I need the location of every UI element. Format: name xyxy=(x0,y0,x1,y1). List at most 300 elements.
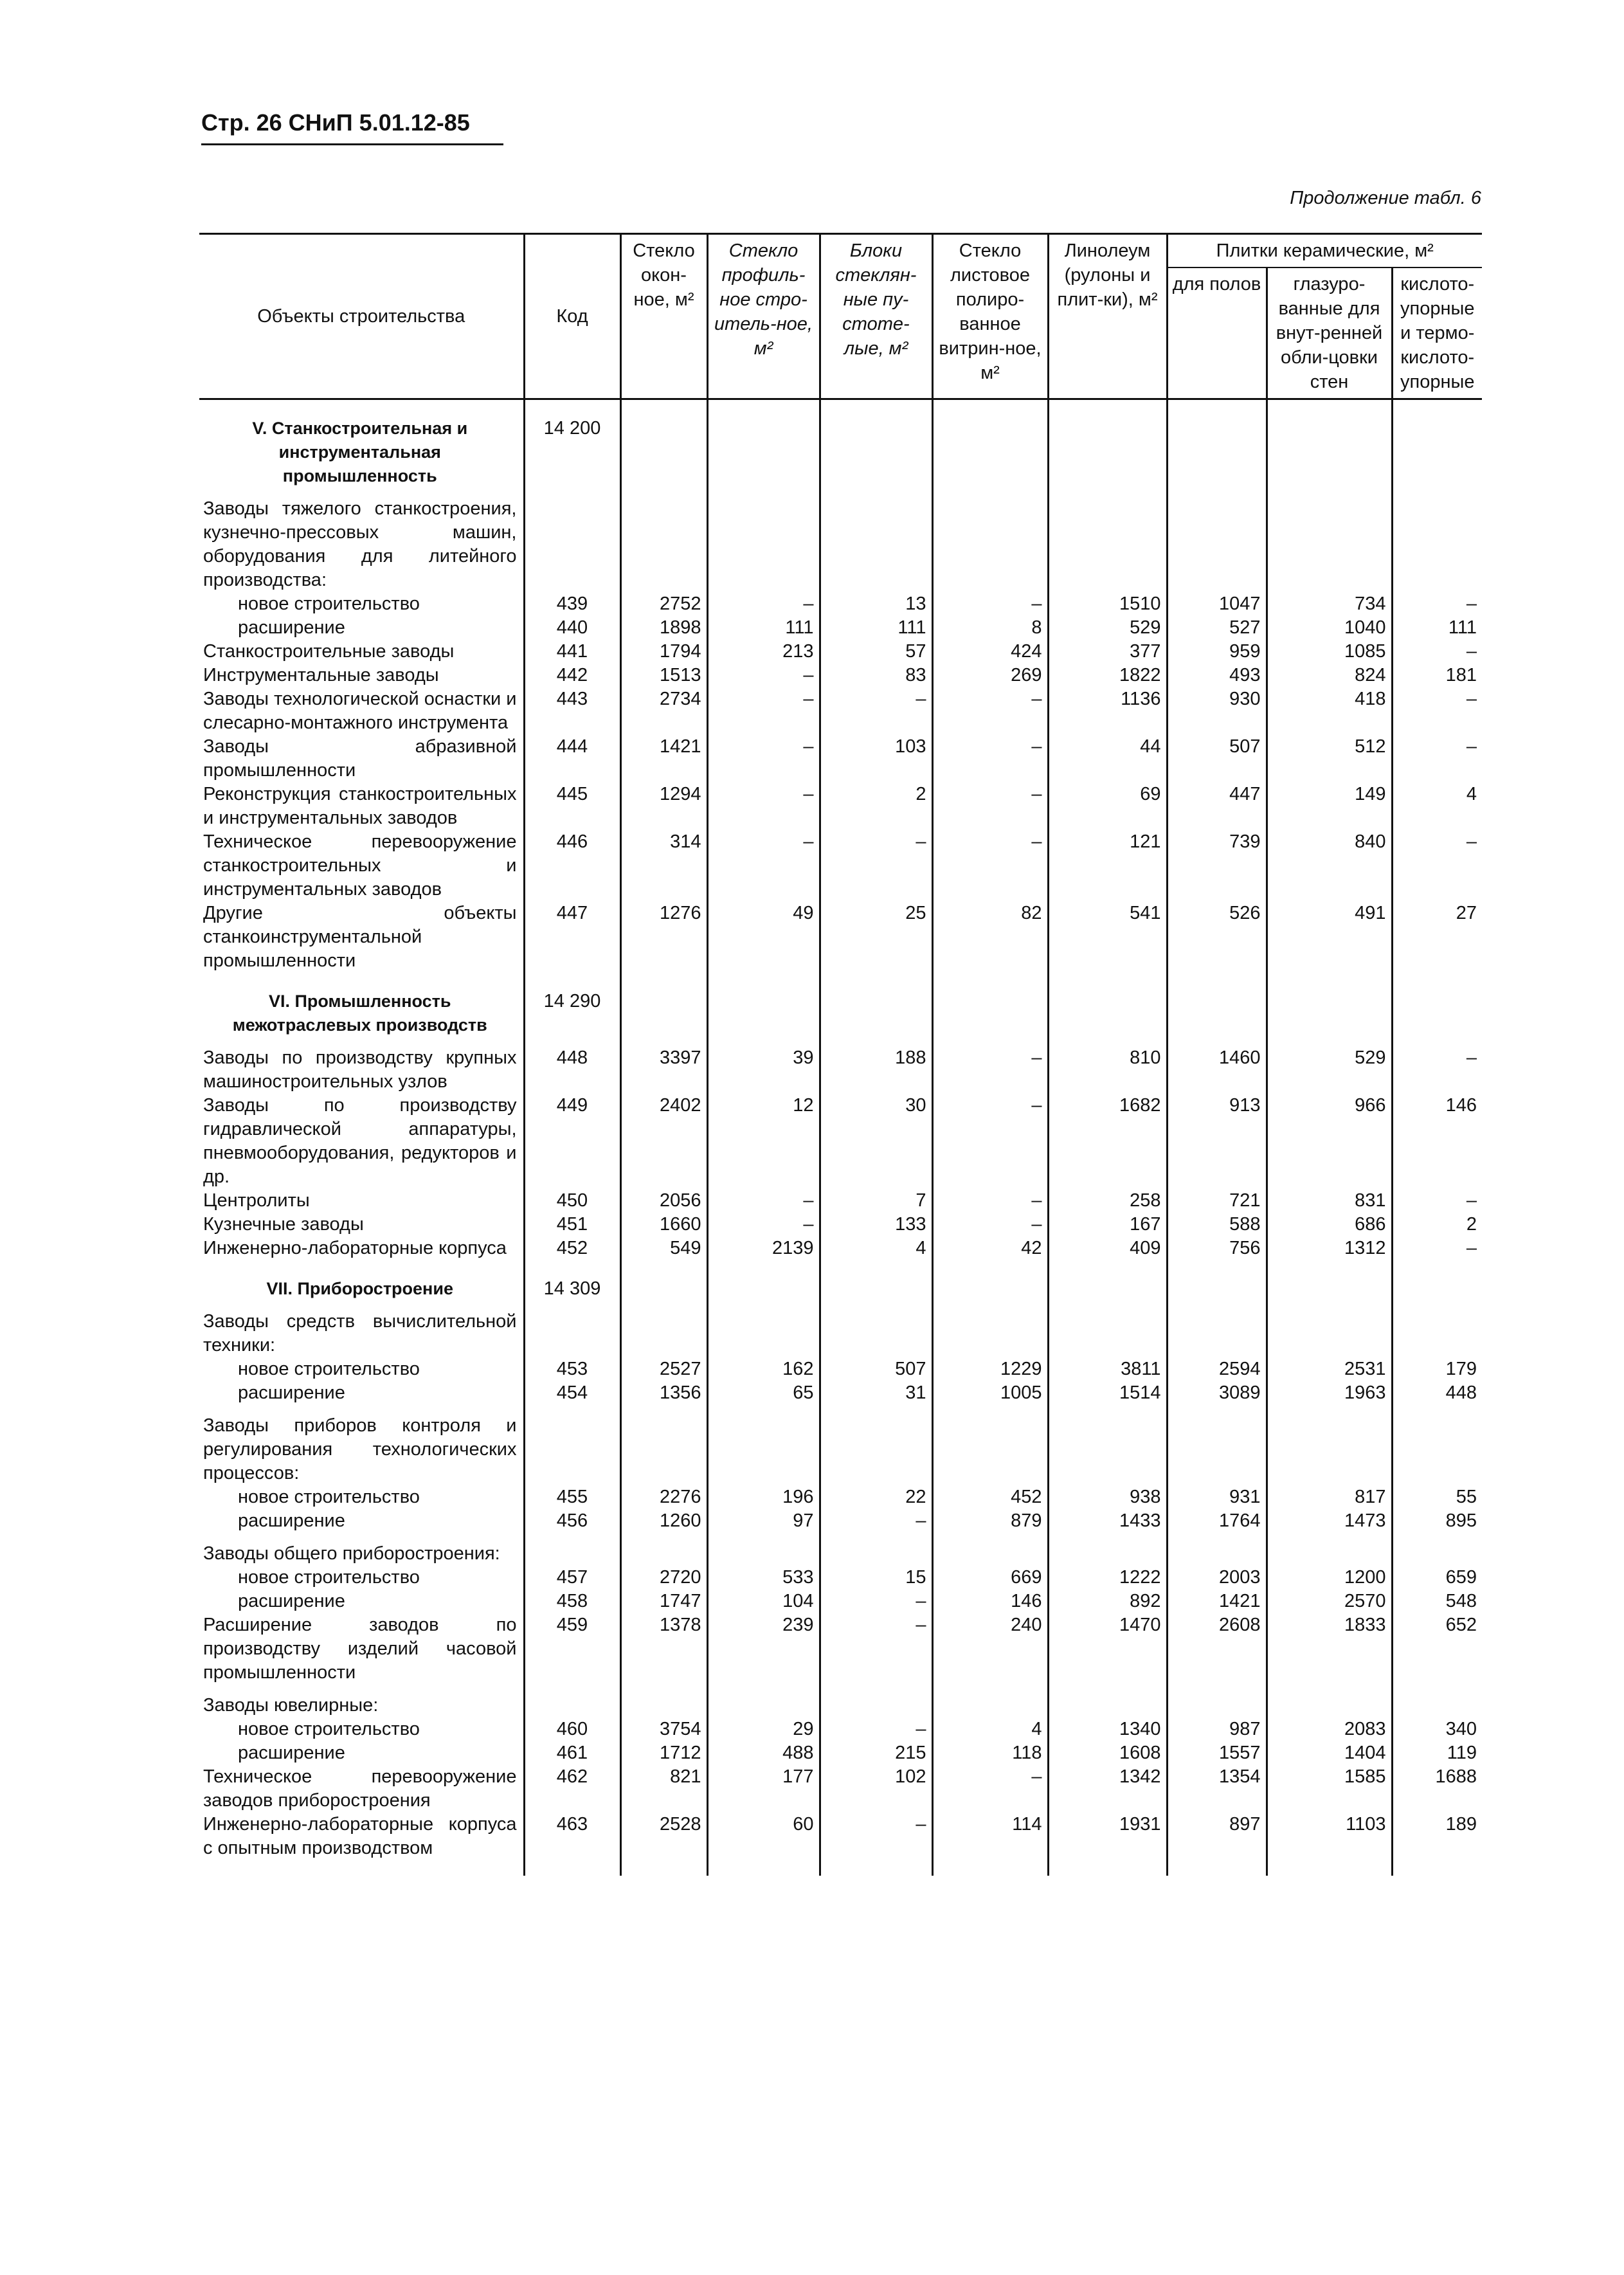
glass-profile-cell xyxy=(707,1310,820,1357)
glass-blocks-cell: 83 xyxy=(820,664,932,687)
tiles-glazed-cell: 966 xyxy=(1267,1094,1392,1189)
glass-profile-cell: – xyxy=(707,687,820,735)
tiles-glazed-cell: 418 xyxy=(1267,687,1392,735)
tiles-glazed-cell: 491 xyxy=(1267,902,1392,973)
linoleum-cell: 1931 xyxy=(1048,1813,1167,1876)
glass-profile-cell xyxy=(707,1405,820,1485)
glass-window-cell: 2402 xyxy=(620,1094,707,1189)
glass-sheet-cell xyxy=(932,497,1048,592)
table-row xyxy=(199,497,1482,592)
glass-sheet-cell: 118 xyxy=(932,1741,1048,1765)
tiles-glazed-cell: 1103 xyxy=(1267,1813,1392,1876)
tiles-glazed-cell xyxy=(1267,1685,1392,1718)
code-cell xyxy=(524,1405,620,1485)
tiles-floor-cell: 930 xyxy=(1167,687,1267,735)
glass-window-cell: 2720 xyxy=(620,1566,707,1590)
object-name-cell: Заводы средств вычислительной техники: xyxy=(203,1311,517,1355)
tiles-acid-cell: 895 xyxy=(1392,1509,1482,1533)
tiles-floor-cell: 1421 xyxy=(1167,1590,1267,1613)
linoleum-cell: 1342 xyxy=(1048,1765,1167,1813)
code-cell: 452 xyxy=(524,1237,620,1260)
tiles-acid-cell: 340 xyxy=(1392,1718,1482,1741)
tiles-floor-cell: 527 xyxy=(1167,616,1267,640)
glass-blocks-cell: – xyxy=(820,1590,932,1613)
glass-profile-cell: 60 xyxy=(707,1813,820,1876)
code-cell: 463 xyxy=(524,1813,620,1876)
section-row xyxy=(199,1260,1482,1310)
tiles-acid-cell xyxy=(1392,1260,1482,1310)
tiles-acid-cell: 4 xyxy=(1392,783,1482,830)
object-name-cell: Заводы абразивной промышленности xyxy=(203,736,517,781)
glass-blocks-cell: – xyxy=(820,1718,932,1741)
glass-blocks-cell xyxy=(820,1260,932,1310)
header-tiles-group: Плитки керамические, м² xyxy=(1167,234,1482,268)
tiles-floor-cell: 913 xyxy=(1167,1094,1267,1189)
code-cell: 453 xyxy=(524,1357,620,1381)
tiles-acid-cell: 189 xyxy=(1392,1813,1482,1876)
header-glass-blocks: Блоки стеклян-ные пу-стоте-лые, м² xyxy=(820,234,932,399)
object-name-cell: Инженерно-лабораторные корпуса с опытным производством xyxy=(203,1814,517,1858)
code-cell: 459 xyxy=(524,1613,620,1685)
glass-profile-cell: 533 xyxy=(707,1566,820,1590)
object-name-cell: Заводы технологической оснастки и слесарно-монтажного инструмента xyxy=(203,689,517,733)
glass-blocks-cell xyxy=(820,1405,932,1485)
glass-sheet-cell: 82 xyxy=(932,902,1048,973)
glass-profile-cell: – xyxy=(707,830,820,902)
glass-profile-cell xyxy=(707,497,820,592)
tiles-acid-cell: 448 xyxy=(1392,1381,1482,1405)
glass-profile-cell: 213 xyxy=(707,640,820,664)
table-row xyxy=(199,1485,1482,1509)
table-row xyxy=(199,830,1482,902)
glass-blocks-cell: – xyxy=(820,1613,932,1685)
glass-sheet-cell: – xyxy=(932,687,1048,735)
code-cell: 14 290 xyxy=(524,973,620,1046)
linoleum-cell: 1340 xyxy=(1048,1718,1167,1741)
linoleum-cell: 1822 xyxy=(1048,664,1167,687)
tiles-glazed-cell: 512 xyxy=(1267,735,1392,783)
table-row xyxy=(199,592,1482,616)
code-cell: 458 xyxy=(524,1590,620,1613)
code-cell: 456 xyxy=(524,1509,620,1533)
glass-blocks-cell xyxy=(820,973,932,1046)
glass-window-cell: 1421 xyxy=(620,735,707,783)
tiles-acid-cell: 179 xyxy=(1392,1357,1482,1381)
object-name-cell: новое строительство xyxy=(238,594,420,614)
object-name-cell: расширение xyxy=(238,1510,345,1531)
glass-blocks-cell: 4 xyxy=(820,1237,932,1260)
code-cell: 457 xyxy=(524,1566,620,1590)
tiles-acid-cell: 548 xyxy=(1392,1590,1482,1613)
linoleum-cell: 44 xyxy=(1048,735,1167,783)
glass-blocks-cell: 13 xyxy=(820,592,932,616)
code-cell: 439 xyxy=(524,592,620,616)
tiles-acid-cell: – xyxy=(1392,687,1482,735)
table-row xyxy=(199,1718,1482,1741)
object-name-cell: Заводы общего приборостроения: xyxy=(203,1543,500,1564)
glass-sheet-cell: 42 xyxy=(932,1237,1048,1260)
tiles-glazed-cell: 734 xyxy=(1267,592,1392,616)
code-cell xyxy=(524,1685,620,1718)
tiles-floor-cell xyxy=(1167,1405,1267,1485)
glass-sheet-cell: – xyxy=(932,1765,1048,1813)
header-linoleum: Линолеум (рулоны и плит-ки), м² xyxy=(1048,234,1167,399)
tiles-floor-cell: 588 xyxy=(1167,1213,1267,1237)
tiles-glazed-cell: 840 xyxy=(1267,830,1392,902)
object-name-cell: Техническое перевооружение станкостроительных и инструментальных заводов xyxy=(203,831,517,900)
glass-sheet-cell: 8 xyxy=(932,616,1048,640)
table-row xyxy=(199,1566,1482,1590)
tiles-glazed-cell xyxy=(1267,1405,1392,1485)
tiles-acid-cell: – xyxy=(1392,735,1482,783)
tiles-acid-cell: – xyxy=(1392,592,1482,616)
tiles-floor-cell xyxy=(1167,1310,1267,1357)
glass-window-cell: 3754 xyxy=(620,1718,707,1741)
glass-window-cell: 1712 xyxy=(620,1741,707,1765)
glass-profile-cell: 177 xyxy=(707,1765,820,1813)
glass-window-cell xyxy=(620,1405,707,1485)
tiles-floor-cell: 739 xyxy=(1167,830,1267,902)
glass-sheet-cell xyxy=(932,399,1048,498)
glass-blocks-cell xyxy=(820,1310,932,1357)
tiles-floor-cell: 2608 xyxy=(1167,1613,1267,1685)
glass-profile-cell: 488 xyxy=(707,1741,820,1765)
glass-blocks-cell: 22 xyxy=(820,1485,932,1509)
linoleum-cell: 1510 xyxy=(1048,592,1167,616)
tiles-glazed-cell: 824 xyxy=(1267,664,1392,687)
tiles-floor-cell: 931 xyxy=(1167,1485,1267,1509)
tiles-glazed-cell: 1040 xyxy=(1267,616,1392,640)
table-body xyxy=(199,399,1482,1876)
tiles-floor-cell xyxy=(1167,399,1267,498)
materials-table xyxy=(199,233,1482,1876)
glass-sheet-cell: 146 xyxy=(932,1590,1048,1613)
header-glass-window: Стекло окон-ное, м² xyxy=(620,234,707,399)
code-cell: 442 xyxy=(524,664,620,687)
glass-profile-cell: – xyxy=(707,592,820,616)
header-glass-sheet: Стекло листовое полиро-ванное витрин-ное, м² xyxy=(932,234,1048,399)
object-name-cell: Другие объекты станкоинструментальной промышленности xyxy=(203,903,517,971)
linoleum-cell: 121 xyxy=(1048,830,1167,902)
glass-window-cell: 1660 xyxy=(620,1213,707,1237)
linoleum-cell: 1514 xyxy=(1048,1381,1167,1405)
glass-blocks-cell: 31 xyxy=(820,1381,932,1405)
table-row xyxy=(199,1381,1482,1405)
tiles-floor-cell: 721 xyxy=(1167,1189,1267,1213)
linoleum-cell: 892 xyxy=(1048,1590,1167,1613)
glass-window-cell: 1378 xyxy=(620,1613,707,1685)
glass-sheet-cell: – xyxy=(932,1189,1048,1213)
object-name-cell: Заводы тяжелого станкостроения, кузнечно-прессовых машин, оборудования для литейного производства: xyxy=(203,498,517,590)
table-row xyxy=(199,1813,1482,1876)
tiles-floor-cell: 493 xyxy=(1167,664,1267,687)
tiles-floor-cell: 897 xyxy=(1167,1813,1267,1876)
tiles-acid-cell xyxy=(1392,973,1482,1046)
table-row xyxy=(199,616,1482,640)
glass-window-cell: 549 xyxy=(620,1237,707,1260)
tiles-floor-cell xyxy=(1167,497,1267,592)
glass-window-cell: 1276 xyxy=(620,902,707,973)
tiles-acid-cell xyxy=(1392,1405,1482,1485)
table-row xyxy=(199,1405,1482,1485)
glass-profile-cell: – xyxy=(707,1189,820,1213)
object-name-cell: расширение xyxy=(238,1382,345,1403)
tiles-acid-cell: 27 xyxy=(1392,902,1482,973)
glass-window-cell xyxy=(620,497,707,592)
code-cell: 454 xyxy=(524,1381,620,1405)
glass-window-cell: 821 xyxy=(620,1765,707,1813)
tiles-floor-cell: 526 xyxy=(1167,902,1267,973)
glass-sheet-cell xyxy=(932,1405,1048,1485)
glass-profile-cell: – xyxy=(707,783,820,830)
tiles-glazed-cell: 1473 xyxy=(1267,1509,1392,1533)
glass-blocks-cell: 507 xyxy=(820,1357,932,1381)
glass-sheet-cell: 1005 xyxy=(932,1381,1048,1405)
table-row xyxy=(199,735,1482,783)
glass-window-cell: 1794 xyxy=(620,640,707,664)
linoleum-cell: 529 xyxy=(1048,616,1167,640)
tiles-acid-cell: – xyxy=(1392,1046,1482,1094)
object-name-cell: новое строительство xyxy=(238,1719,420,1739)
tiles-glazed-cell: 1833 xyxy=(1267,1613,1392,1685)
tiles-floor-cell: 1047 xyxy=(1167,592,1267,616)
glass-sheet-cell: – xyxy=(932,830,1048,902)
header-tiles-glazed: глазуро-ванные для внут-ренней обли-цовки стен xyxy=(1267,267,1392,399)
glass-window-cell xyxy=(620,1533,707,1566)
tiles-glazed-cell: 1312 xyxy=(1267,1237,1392,1260)
code-cell: 443 xyxy=(524,687,620,735)
glass-blocks-cell xyxy=(820,399,932,498)
tiles-acid-cell: 2 xyxy=(1392,1213,1482,1237)
glass-profile-cell xyxy=(707,973,820,1046)
glass-profile-cell: 2139 xyxy=(707,1237,820,1260)
glass-window-cell: 3397 xyxy=(620,1046,707,1094)
glass-blocks-cell: 15 xyxy=(820,1566,932,1590)
linoleum-cell xyxy=(1048,1685,1167,1718)
tiles-floor-cell xyxy=(1167,1533,1267,1566)
glass-window-cell: 1513 xyxy=(620,664,707,687)
tiles-acid-cell: 146 xyxy=(1392,1094,1482,1189)
tiles-floor-cell xyxy=(1167,1685,1267,1718)
code-cell xyxy=(524,1310,620,1357)
glass-sheet-cell xyxy=(932,1533,1048,1566)
code-cell: 14 200 xyxy=(524,399,620,498)
tiles-glazed-cell: 1085 xyxy=(1267,640,1392,664)
glass-blocks-cell: – xyxy=(820,1813,932,1876)
glass-blocks-cell: 57 xyxy=(820,640,932,664)
header-code: Код xyxy=(524,234,620,399)
tiles-glazed-cell: 831 xyxy=(1267,1189,1392,1213)
glass-sheet-cell: 424 xyxy=(932,640,1048,664)
linoleum-cell: 810 xyxy=(1048,1046,1167,1094)
tiles-floor-cell: 959 xyxy=(1167,640,1267,664)
header-tiles-acid: кислото-упорные и термо-кислото-упорные xyxy=(1392,267,1482,399)
header-glass-profile: Стекло профиль-ное стро-итель-ное, м² xyxy=(707,234,820,399)
tiles-acid-cell: 659 xyxy=(1392,1566,1482,1590)
tiles-acid-cell: – xyxy=(1392,1189,1482,1213)
tiles-acid-cell: 119 xyxy=(1392,1741,1482,1765)
table-header xyxy=(199,234,1482,399)
table-row xyxy=(199,1189,1482,1213)
tiles-acid-cell: – xyxy=(1392,1237,1482,1260)
table-row xyxy=(199,1046,1482,1094)
glass-blocks-cell: 30 xyxy=(820,1094,932,1189)
table-row xyxy=(199,664,1482,687)
glass-sheet-cell: – xyxy=(932,783,1048,830)
object-name-cell: VI. Промышленность межотраслевых производств xyxy=(232,992,487,1035)
glass-window-cell: 2056 xyxy=(620,1189,707,1213)
glass-window-cell xyxy=(620,1260,707,1310)
table-row xyxy=(199,1509,1482,1533)
tiles-glazed-cell: 817 xyxy=(1267,1485,1392,1509)
glass-blocks-cell: 133 xyxy=(820,1213,932,1237)
table-row xyxy=(199,1533,1482,1566)
code-cell xyxy=(524,497,620,592)
object-name-cell: новое строительство xyxy=(238,1567,420,1588)
tiles-glazed-cell xyxy=(1267,497,1392,592)
glass-sheet-cell: 269 xyxy=(932,664,1048,687)
object-name-cell: Заводы по производству гидравлической аппаратуры, пневмооборудования, редукторов и др. xyxy=(203,1095,517,1187)
tiles-glazed-cell: 1963 xyxy=(1267,1381,1392,1405)
tiles-floor-cell: 1764 xyxy=(1167,1509,1267,1533)
object-name-cell: расширение xyxy=(238,617,345,638)
tiles-floor-cell: 756 xyxy=(1167,1237,1267,1260)
tiles-floor-cell: 2594 xyxy=(1167,1357,1267,1381)
table-row xyxy=(199,902,1482,973)
linoleum-cell: 938 xyxy=(1048,1485,1167,1509)
glass-profile-cell: – xyxy=(707,735,820,783)
code-cell: 447 xyxy=(524,902,620,973)
tiles-acid-cell: 652 xyxy=(1392,1613,1482,1685)
table-continuation-note: Продолжение табл. 6 xyxy=(1290,188,1481,208)
object-name-cell: Расширение заводов по производству изделий часовой промышленности xyxy=(203,1615,517,1683)
tiles-glazed-cell: 686 xyxy=(1267,1213,1392,1237)
glass-window-cell: 1260 xyxy=(620,1509,707,1533)
glass-profile-cell: 12 xyxy=(707,1094,820,1189)
tiles-floor-cell xyxy=(1167,973,1267,1046)
tiles-glazed-cell: 2531 xyxy=(1267,1357,1392,1381)
linoleum-cell: 409 xyxy=(1048,1237,1167,1260)
object-name-cell: Центролиты xyxy=(203,1190,310,1211)
linoleum-cell: 1136 xyxy=(1048,687,1167,735)
tiles-floor-cell: 447 xyxy=(1167,783,1267,830)
glass-sheet-cell: 114 xyxy=(932,1813,1048,1876)
tiles-glazed-cell: 149 xyxy=(1267,783,1392,830)
glass-window-cell: 2276 xyxy=(620,1485,707,1509)
code-cell: 449 xyxy=(524,1094,620,1189)
tiles-acid-cell xyxy=(1392,1533,1482,1566)
linoleum-cell: 1608 xyxy=(1048,1741,1167,1765)
glass-window-cell: 2528 xyxy=(620,1813,707,1876)
code-cell: 460 xyxy=(524,1718,620,1741)
glass-profile-cell: 29 xyxy=(707,1718,820,1741)
table-row xyxy=(199,1590,1482,1613)
tiles-acid-cell: 111 xyxy=(1392,616,1482,640)
glass-sheet-cell: – xyxy=(932,735,1048,783)
tiles-acid-cell: 181 xyxy=(1392,664,1482,687)
glass-profile-cell: – xyxy=(707,1213,820,1237)
linoleum-cell xyxy=(1048,1533,1167,1566)
code-cell xyxy=(524,1533,620,1566)
object-name-cell: Станкостроительные заводы xyxy=(203,641,455,662)
tiles-floor-cell: 1557 xyxy=(1167,1741,1267,1765)
glass-blocks-cell xyxy=(820,497,932,592)
glass-sheet-cell: 669 xyxy=(932,1566,1048,1590)
object-name-cell: расширение xyxy=(238,1743,345,1763)
glass-sheet-cell: 1229 xyxy=(932,1357,1048,1381)
linoleum-cell xyxy=(1048,1260,1167,1310)
object-name-cell: Заводы ювелирные: xyxy=(203,1695,379,1716)
tiles-acid-cell: 1688 xyxy=(1392,1765,1482,1813)
table-row xyxy=(199,640,1482,664)
linoleum-cell: 377 xyxy=(1048,640,1167,664)
table-row xyxy=(199,1237,1482,1260)
tiles-floor-cell: 1460 xyxy=(1167,1046,1267,1094)
table-row xyxy=(199,687,1482,735)
tiles-glazed-cell xyxy=(1267,973,1392,1046)
linoleum-cell: 1222 xyxy=(1048,1566,1167,1590)
tiles-glazed-cell: 2570 xyxy=(1267,1590,1392,1613)
object-name-cell: Инженерно-лабораторные корпуса xyxy=(203,1238,507,1258)
glass-sheet-cell: 4 xyxy=(932,1718,1048,1741)
glass-blocks-cell: 102 xyxy=(820,1765,932,1813)
object-name-cell: Инструментальные заводы xyxy=(203,665,439,685)
glass-window-cell xyxy=(620,1685,707,1718)
tiles-glazed-cell xyxy=(1267,1533,1392,1566)
header-underline xyxy=(201,143,503,145)
glass-sheet-cell: 879 xyxy=(932,1509,1048,1533)
glass-sheet-cell xyxy=(932,973,1048,1046)
code-cell: 451 xyxy=(524,1213,620,1237)
code-cell: 445 xyxy=(524,783,620,830)
linoleum-cell: 167 xyxy=(1048,1213,1167,1237)
glass-window-cell: 1747 xyxy=(620,1590,707,1613)
glass-profile-cell: 111 xyxy=(707,616,820,640)
tiles-acid-cell: – xyxy=(1392,640,1482,664)
object-name-cell: новое строительство xyxy=(238,1487,420,1507)
section-row xyxy=(199,399,1482,498)
glass-blocks-cell: 111 xyxy=(820,616,932,640)
object-name-cell: новое строительство xyxy=(238,1359,420,1379)
tiles-glazed-cell: 1200 xyxy=(1267,1566,1392,1590)
section-row xyxy=(199,973,1482,1046)
object-name-cell: VII. Приборостроение xyxy=(266,1279,453,1298)
linoleum-cell: 3811 xyxy=(1048,1357,1167,1381)
glass-sheet-cell: 240 xyxy=(932,1613,1048,1685)
tiles-acid-cell xyxy=(1392,497,1482,592)
table-row xyxy=(199,1357,1482,1381)
glass-profile-cell xyxy=(707,1533,820,1566)
tiles-acid-cell: – xyxy=(1392,830,1482,902)
tiles-floor-cell: 987 xyxy=(1167,1718,1267,1741)
glass-window-cell: 1294 xyxy=(620,783,707,830)
table-row xyxy=(199,1094,1482,1189)
table-row xyxy=(199,783,1482,830)
glass-blocks-cell: 215 xyxy=(820,1741,932,1765)
tiles-floor-cell: 1354 xyxy=(1167,1765,1267,1813)
object-name-cell: Заводы приборов контроля и регулирования технологических процессов: xyxy=(203,1415,517,1483)
linoleum-cell: 541 xyxy=(1048,902,1167,973)
linoleum-cell: 1682 xyxy=(1048,1094,1167,1189)
glass-window-cell: 2752 xyxy=(620,592,707,616)
glass-profile-cell: 162 xyxy=(707,1357,820,1381)
glass-blocks-cell xyxy=(820,1533,932,1566)
object-name-cell: Заводы по производству крупных машиностроительных узлов xyxy=(203,1047,517,1092)
glass-window-cell: 314 xyxy=(620,830,707,902)
tiles-acid-cell xyxy=(1392,399,1482,498)
code-cell: 446 xyxy=(524,830,620,902)
glass-sheet-cell xyxy=(932,1260,1048,1310)
